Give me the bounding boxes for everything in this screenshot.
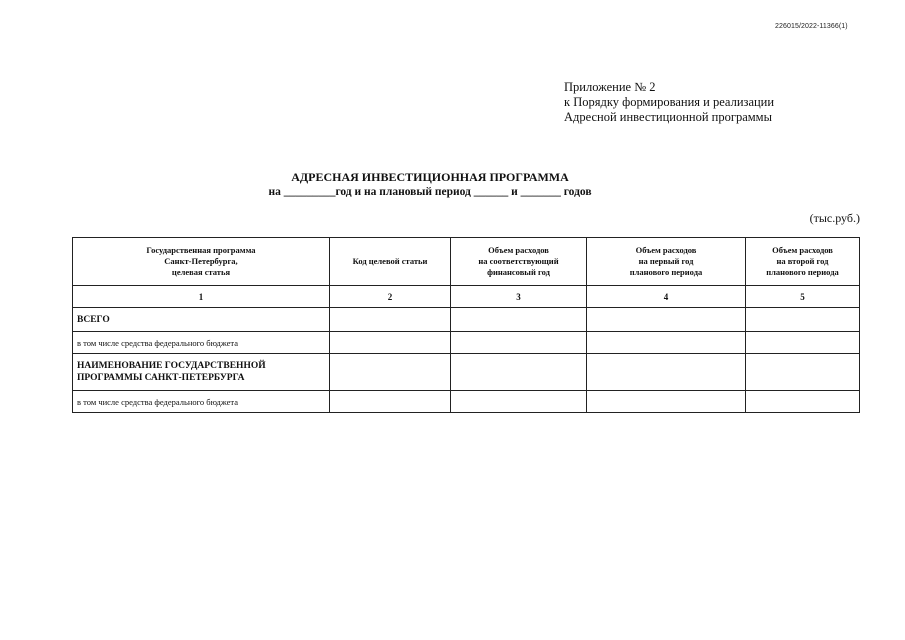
column-number-4: 4	[587, 286, 746, 308]
column-number-3: 3	[451, 286, 587, 308]
investment-program-table	[72, 237, 860, 413]
table-row-program	[73, 354, 860, 391]
row-program-federal-code	[330, 391, 451, 413]
row-program-federal-label: в том числе средства федерального бюджета	[73, 391, 330, 413]
column-number-2: 2	[330, 286, 451, 308]
row-program-code	[330, 354, 451, 391]
header-first-plan-year: Объем расходов на первый год планового периода	[587, 238, 746, 286]
column-number-5: 5	[746, 286, 860, 308]
row-total-label: ВСЕГО	[73, 308, 330, 332]
document-title: АДРЕСНАЯ ИНВЕСТИЦИОННАЯ ПРОГРАММА	[291, 170, 569, 184]
row-program-federal-second	[746, 391, 860, 413]
row-total-federal-second	[746, 332, 860, 354]
row-total-second	[746, 308, 860, 332]
row-total-first	[587, 308, 746, 332]
row-program-label: НАИМЕНОВАНИЕ ГОСУДАРСТВЕННОЙ ПРОГРАММЫ САНКТ-ПЕТЕРБУРГА	[73, 354, 330, 391]
table-row-total	[73, 308, 860, 332]
row-program-first	[587, 354, 746, 391]
row-total-code	[330, 308, 451, 332]
appendix-line-2: к Порядку формирования и реализации	[564, 95, 775, 109]
table-row-total-federal	[73, 332, 860, 354]
row-program-federal-first	[587, 391, 746, 413]
row-program-current	[451, 354, 587, 391]
table-row-program-federal	[73, 391, 860, 413]
row-total-federal-label: в том числе средства федерального бюджета	[73, 332, 330, 354]
header-program: Государственная программа Санкт-Петербурга, целевая статья	[73, 238, 330, 286]
row-total-current	[451, 308, 587, 332]
row-total-federal-first	[587, 332, 746, 354]
document-id: 226015/2022-11366(1)	[775, 23, 848, 30]
units-label: (тыс.руб.)	[809, 211, 860, 225]
appendix-line-3: Адресной инвестиционной программы	[564, 110, 772, 124]
table-header-row	[73, 238, 860, 286]
column-number-1: 1	[73, 286, 330, 308]
header-code: Код целевой статьи	[330, 238, 451, 286]
row-total-federal-code	[330, 332, 451, 354]
appendix-note	[564, 80, 864, 125]
row-program-second	[746, 354, 860, 391]
row-total-federal-current	[451, 332, 587, 354]
column-number-row	[73, 286, 860, 308]
appendix-line-1: Приложение № 2	[564, 80, 656, 94]
header-second-plan-year: Объем расходов на второй год планового периода	[746, 238, 860, 286]
document-subtitle: на _________год и на плановый период ______ и _______ годов	[268, 186, 592, 198]
header-current-year: Объем расходов на соответствующий финансовый год	[451, 238, 587, 286]
row-program-federal-current	[451, 391, 587, 413]
